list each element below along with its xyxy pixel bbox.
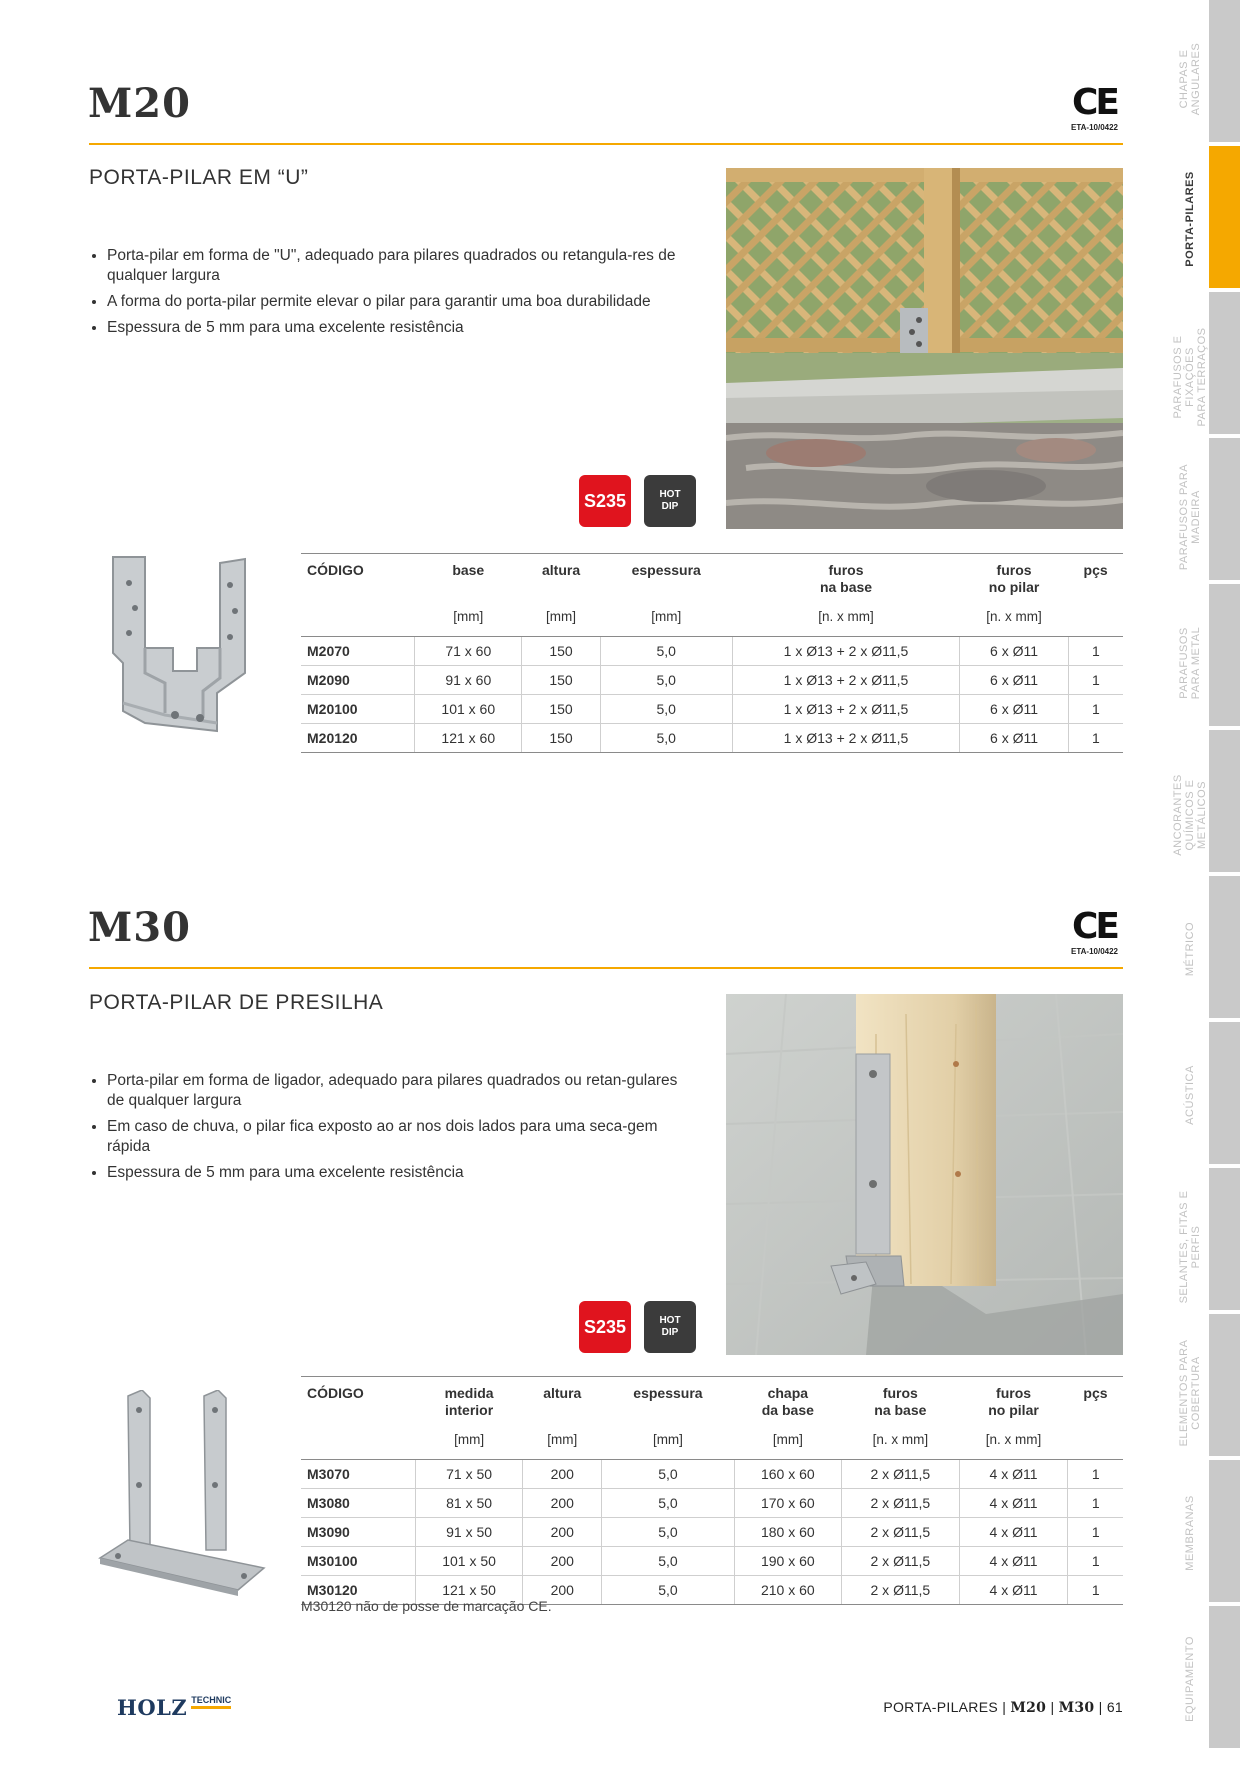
column-header: CÓDIGO [301, 554, 415, 601]
table-cell: 91 x 50 [415, 1518, 522, 1547]
table-cell: 81 x 50 [415, 1489, 522, 1518]
unit-cell: [n. x mm] [959, 1423, 1068, 1460]
sidebar-tab[interactable] [1209, 730, 1240, 876]
sidebar-tab-label: PARAFUSOS PARA METAL [1178, 626, 1202, 700]
table-cell: 2 x Ø11,5 [842, 1547, 960, 1576]
m20-eta-code: ETA-10/0422 [1071, 123, 1118, 132]
table-cell: 121 x 50 [415, 1576, 522, 1605]
m20-title: M20 [88, 80, 191, 127]
column-header: base [415, 554, 522, 601]
column-header: altura [522, 554, 601, 601]
m20-spec-table [301, 553, 1123, 753]
product-code-cell: M20100 [301, 695, 415, 724]
unit-cell [1068, 1423, 1123, 1460]
table-cell: 160 x 60 [734, 1460, 841, 1489]
table-cell: 1 [1068, 1576, 1123, 1605]
category-sidebar [1172, 0, 1240, 1754]
column-header: pçs [1068, 1377, 1123, 1424]
product-code-cell: M20120 [301, 724, 415, 753]
table-cell: 190 x 60 [734, 1547, 841, 1576]
column-header: altura [523, 1377, 602, 1424]
table-row [301, 1547, 1123, 1576]
feature-item: • Espessura de 5 mm para uma excelente resistência [107, 318, 689, 338]
sidebar-tab-label: PARAFUSOS PARA MADEIRA [1178, 463, 1202, 571]
sidebar-tab-label: ELEMENTOS PARA COBERTURA [1178, 1339, 1202, 1447]
sidebar-tab-label: EQUIPAMENTO [1184, 1636, 1196, 1722]
sidebar-tab[interactable] [1209, 1314, 1240, 1460]
m20-features [89, 246, 689, 344]
unit-cell: [mm] [415, 600, 522, 637]
m30-title: M30 [88, 904, 191, 951]
m20-ce-block [1071, 82, 1118, 132]
table-cell: 150 [522, 637, 601, 666]
sidebar-tab[interactable] [1209, 146, 1240, 292]
product-code-cell: M2090 [301, 666, 415, 695]
table-cell: 4 x Ø11 [959, 1460, 1068, 1489]
table-cell: 1 [1068, 1518, 1123, 1547]
feature-item: • Porta-pilar em forma de "U", adequado para pilares quadrados ou retangula-res de qualquer largura [107, 246, 689, 286]
table-cell: 1 [1068, 724, 1123, 753]
column-header: furos na base [842, 1377, 960, 1424]
table-cell: 200 [523, 1489, 602, 1518]
table-cell: 1 [1068, 1489, 1123, 1518]
m20-installation-photo [726, 168, 1123, 529]
m30-footnote: M30120 não de posse de marcação CE. [301, 1598, 552, 1614]
sidebar-tab[interactable] [1209, 0, 1240, 146]
logo-technic-text: TECHNIC [191, 1695, 231, 1709]
sidebar-tab-label: MÉTRICO [1184, 921, 1196, 977]
sidebar-tab[interactable] [1209, 1168, 1240, 1314]
product-code-cell: M30120 [301, 1576, 415, 1605]
page-footer-right [883, 1699, 1123, 1716]
sidebar-tab[interactable] [1209, 1022, 1240, 1168]
sidebar-tab[interactable] [1209, 438, 1240, 584]
table-cell: 71 x 50 [415, 1460, 522, 1489]
footer-separator: | [1098, 1699, 1103, 1715]
unit-cell: [mm] [600, 600, 732, 637]
unit-cell: [n. x mm] [732, 600, 960, 637]
table-cell: 5,0 [602, 1489, 734, 1518]
m30-title-rule [89, 967, 1123, 969]
unit-cell: [mm] [415, 1423, 522, 1460]
m30-installation-photo [726, 994, 1123, 1355]
unit-cell: [mm] [523, 1423, 602, 1460]
sidebar-tab[interactable] [1209, 584, 1240, 730]
feature-item: • Espessura de 5 mm para uma excelente resistência [107, 1163, 689, 1183]
product-code-cell: M3080 [301, 1489, 415, 1518]
sidebar-tab-label: SELANTES, FITAS E PERFIS [1178, 1190, 1202, 1304]
sidebar-tab-label: PARAFUSOS E FIXAÇÕES PARA TERRAÇOS [1172, 327, 1208, 427]
table-cell: 2 x Ø11,5 [842, 1460, 960, 1489]
m30-eta-code: ETA-10/0422 [1071, 947, 1118, 956]
table-row [301, 724, 1123, 753]
page-number: 61 [1106, 1699, 1123, 1715]
table-cell: 2 x Ø11,5 [842, 1489, 960, 1518]
table-cell: 4 x Ø11 [959, 1518, 1068, 1547]
table-cell: 91 x 60 [415, 666, 522, 695]
unit-cell: [mm] [602, 1423, 734, 1460]
logo-holz-text: HOLZ [117, 1695, 188, 1720]
feature-item: • A forma do porta-pilar permite elevar o pilar para garantir uma boa durabilidade [107, 292, 689, 312]
table-row [301, 637, 1123, 666]
sidebar-tab-label: ANCORANTES QUÍMICOS E METÁLICOS [1172, 774, 1208, 856]
column-header: espessura [602, 1377, 734, 1424]
table-cell: 200 [523, 1547, 602, 1576]
column-header: chapa da base [734, 1377, 841, 1424]
table-cell: 5,0 [600, 724, 732, 753]
unit-cell [301, 1423, 415, 1460]
table-cell: 1 x Ø13 + 2 x Ø11,5 [732, 695, 960, 724]
table-cell: 5,0 [602, 1576, 734, 1605]
product-code-cell: M3070 [301, 1460, 415, 1489]
table-cell: 200 [523, 1460, 602, 1489]
table-cell: 101 x 50 [415, 1547, 522, 1576]
table-row [301, 666, 1123, 695]
table-cell: 1 x Ø13 + 2 x Ø11,5 [732, 637, 960, 666]
table-cell: 1 x Ø13 + 2 x Ø11,5 [732, 724, 960, 753]
table-cell: 5,0 [600, 666, 732, 695]
sidebar-tab-label: ACÚSTICA [1184, 1065, 1196, 1125]
product-code-cell: M30100 [301, 1547, 415, 1576]
footer-product-b: M30 [1058, 1700, 1095, 1716]
sidebar-tab[interactable] [1209, 1606, 1240, 1752]
unit-cell: [mm] [734, 1423, 841, 1460]
table-cell: 6 x Ø11 [960, 637, 1068, 666]
column-header: furos na base [732, 554, 960, 601]
table-row [301, 1489, 1123, 1518]
table-cell: 200 [523, 1576, 602, 1605]
table-cell: 5,0 [602, 1547, 734, 1576]
product-code-cell: M2070 [301, 637, 415, 666]
m30-features [89, 1071, 689, 1189]
feature-item: • Porta-pilar em forma de ligador, adequado para pilares quadrados ou retan-gulares de qualquer largura [107, 1071, 689, 1111]
table-row [301, 1460, 1123, 1489]
footer-product-a: M20 [1010, 1700, 1047, 1716]
unit-cell: [mm] [522, 600, 601, 637]
table-cell: 5,0 [602, 1518, 734, 1547]
table-cell: 101 x 60 [415, 695, 522, 724]
table-cell: 2 x Ø11,5 [842, 1518, 960, 1547]
table-row [301, 1518, 1123, 1547]
table-cell: 5,0 [602, 1460, 734, 1489]
table-row [301, 695, 1123, 724]
m30-spec-table [301, 1376, 1123, 1605]
m30-subtitle: PORTA-PILAR DE PRESILHA [89, 991, 384, 1014]
unit-cell: [n. x mm] [960, 600, 1068, 637]
column-header: CÓDIGO [301, 1377, 415, 1424]
sidebar-tab[interactable] [1209, 292, 1240, 438]
ce-mark-icon: CE [1071, 906, 1117, 947]
table-cell: 210 x 60 [734, 1576, 841, 1605]
table-cell: 71 x 60 [415, 637, 522, 666]
table-cell: 121 x 60 [415, 724, 522, 753]
m20-subtitle: PORTA-PILAR EM “U” [89, 166, 309, 189]
column-header: medida interior [415, 1377, 522, 1424]
footer-separator: | [1050, 1699, 1055, 1715]
table-cell: 150 [522, 666, 601, 695]
sidebar-tab-label: PORTA-PILARES [1184, 171, 1196, 267]
product-code-cell: M3090 [301, 1518, 415, 1547]
footer-separator: | [1002, 1699, 1007, 1715]
table-cell: 170 x 60 [734, 1489, 841, 1518]
unit-cell [1068, 600, 1123, 637]
footer-category: PORTA-PILARES [883, 1699, 998, 1715]
hot-dip-badge: HOT DIP [644, 1301, 696, 1353]
sidebar-tab-label: MEMBRANAS [1184, 1495, 1196, 1571]
table-cell: 4 x Ø11 [959, 1489, 1068, 1518]
s235-badge: S235 [579, 1301, 631, 1353]
table-cell: 4 x Ø11 [959, 1576, 1068, 1605]
ce-mark-icon: CE [1071, 82, 1117, 123]
table-cell: 4 x Ø11 [959, 1547, 1068, 1576]
column-header: pçs [1068, 554, 1123, 601]
table-cell: 2 x Ø11,5 [842, 1576, 960, 1605]
table-cell: 1 [1068, 1460, 1123, 1489]
sidebar-tab[interactable] [1209, 1460, 1240, 1606]
table-cell: 1 [1068, 666, 1123, 695]
table-cell: 150 [522, 695, 601, 724]
m30-ce-block [1071, 906, 1118, 956]
table-cell: 1 x Ø13 + 2 x Ø11,5 [732, 666, 960, 695]
table-cell: 1 [1068, 695, 1123, 724]
table-cell: 5,0 [600, 637, 732, 666]
table-cell: 1 [1068, 1547, 1123, 1576]
table-cell: 5,0 [600, 695, 732, 724]
feature-item: • Em caso de chuva, o pilar fica exposto ao ar nos dois lados para uma seca-gem rápida [107, 1117, 689, 1157]
holz-technic-logo [117, 1695, 231, 1720]
column-header: espessura [600, 554, 732, 601]
s235-badge: S235 [579, 475, 631, 527]
sidebar-tab-label: CHAPAS E ANGULARES [1178, 42, 1202, 116]
table-cell: 6 x Ø11 [960, 695, 1068, 724]
m30-product-image [98, 1390, 266, 1600]
table-cell: 6 x Ø11 [960, 724, 1068, 753]
sidebar-tab[interactable] [1209, 876, 1240, 1022]
table-cell: 6 x Ø11 [960, 666, 1068, 695]
m20-title-rule [89, 143, 1123, 145]
table-cell: 150 [522, 724, 601, 753]
unit-cell [301, 600, 415, 637]
column-header: furos no pilar [959, 1377, 1068, 1424]
column-header: furos no pilar [960, 554, 1068, 601]
table-cell: 1 [1068, 637, 1123, 666]
hot-dip-badge: HOT DIP [644, 475, 696, 527]
table-cell: 200 [523, 1518, 602, 1547]
unit-cell: [n. x mm] [842, 1423, 960, 1460]
table-cell: 180 x 60 [734, 1518, 841, 1547]
m20-product-image [105, 553, 265, 738]
